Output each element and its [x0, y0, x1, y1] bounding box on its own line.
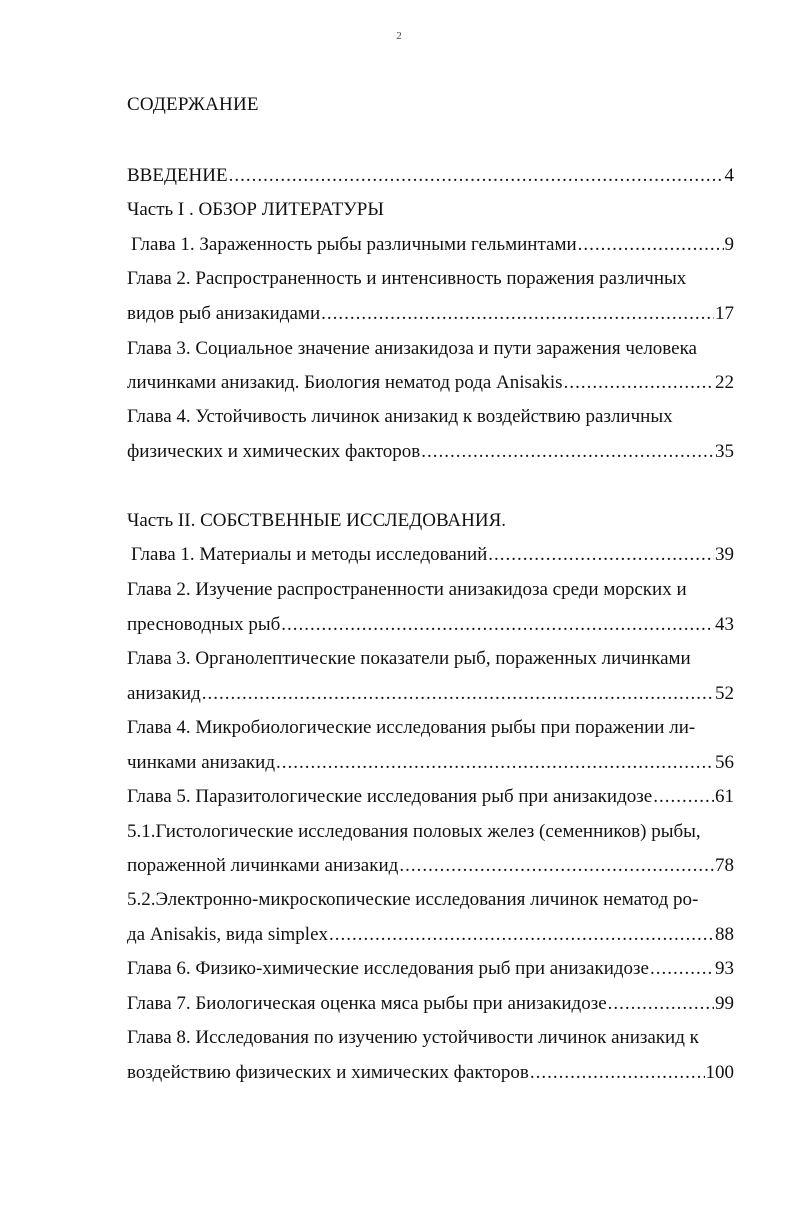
- toc-entry-text: Глава 7. Биологическая оценка мяса рыбы при анизакидозе: [127, 993, 607, 1014]
- toc-entry-page: 39: [715, 544, 734, 565]
- toc-leader-dots: [608, 992, 714, 1016]
- toc-entry-page: 88: [715, 924, 734, 945]
- toc-part-heading: Часть I . ОБЗОР ЛИТЕРАТУРЫ: [127, 199, 384, 220]
- page-number: 2: [396, 30, 402, 42]
- toc-entry-page: 22: [715, 372, 734, 393]
- toc-entry-page: 4: [724, 165, 734, 186]
- toc-entry-page: 78: [715, 855, 734, 876]
- toc-entry-page: 93: [715, 958, 734, 979]
- toc-entry-text-line: 5.1.Гистологические исследования половых желез (семенников) рыбы,: [127, 821, 701, 842]
- toc-entry-page: 9: [724, 234, 734, 255]
- toc-entry: [127, 923, 734, 947]
- toc-entry: [131, 543, 734, 567]
- toc-leader-dots: [329, 923, 714, 947]
- toc-entry-text-line: Глава 3. Социальное значение анизакидоза и пути заражения человека: [127, 338, 697, 359]
- toc-entry: [127, 751, 734, 775]
- toc-entry: [127, 613, 734, 637]
- toc-leader-dots: [578, 233, 724, 257]
- toc-entry: [127, 1061, 734, 1085]
- toc-entry-text: Глава 6. Физико-химические исследования рыб при анизакидозе: [127, 958, 649, 979]
- toc-leader-dots: [564, 371, 714, 395]
- toc-leader-dots: [650, 957, 714, 981]
- toc-entry: [131, 233, 734, 257]
- toc-leader-dots: [488, 543, 714, 567]
- toc-entry-text: видов рыб анизакидами: [127, 303, 321, 324]
- toc-entry-text: пресноводных рыб: [127, 614, 281, 635]
- toc-entry: [127, 440, 734, 464]
- toc-leader-dots: [281, 613, 714, 637]
- toc-leader-dots: [202, 682, 714, 706]
- toc-leader-dots: [229, 164, 724, 188]
- toc-entry-text: Глава 1. Зараженность рыбы различными гельминтами: [131, 234, 577, 255]
- toc-leader-dots: [530, 1061, 705, 1085]
- toc-entry-page: 56: [715, 752, 734, 773]
- toc-entry-text: пораженной личинками анизакид: [127, 855, 399, 876]
- toc-entry-text: анизакид: [127, 683, 201, 704]
- toc-entry: [127, 785, 734, 809]
- toc-leader-dots: [399, 854, 714, 878]
- toc-part-heading: Часть II. СОБСТВЕННЫЕ ИССЛЕДОВАНИЯ.: [127, 510, 507, 531]
- toc-leader-dots: [421, 440, 714, 464]
- toc-entry: [127, 957, 734, 981]
- toc-entry-introduction: [127, 164, 734, 188]
- toc-entry-text: Глава 1. Материалы и методы исследований: [131, 544, 488, 565]
- toc-entry-text: воздействию физических и химических факторов: [127, 1062, 529, 1083]
- toc-entry-text: личинками анизакид. Биология нематод рода Anisakis: [127, 372, 563, 393]
- toc-entry-text-line: Глава 8. Исследования по изучению устойчивости личинок анизакид к: [127, 1027, 699, 1048]
- toc-entry: [127, 302, 734, 326]
- toc-entry-text-line: Глава 2. Изучение распространенности анизакидоза среди морских и: [127, 579, 687, 600]
- toc-entry-page: 52: [715, 683, 734, 704]
- toc-entry-text-line: Глава 4. Устойчивость личинок анизакид к воздействию различных: [127, 406, 673, 427]
- toc-entry-page: 35: [715, 441, 734, 462]
- toc-entry-page: 17: [715, 303, 734, 324]
- toc-entry: [127, 854, 734, 878]
- toc-entry-text-line: Глава 2. Распространенность и интенсивность поражения различных: [127, 268, 687, 289]
- toc-entry-page: 61: [715, 786, 734, 807]
- toc-entry-page: 43: [715, 614, 734, 635]
- toc-entry-page: 100: [705, 1062, 734, 1083]
- toc-entry-text-line: 5.2.Электронно-микроскопические исследования личинок нематод ро-: [127, 889, 699, 910]
- toc-entry: [127, 371, 734, 395]
- toc-entry: [127, 682, 734, 706]
- toc-entry-text: физических и химических факторов: [127, 441, 421, 462]
- toc-leader-dots: [276, 751, 714, 775]
- toc-entry-text: Глава 5. Паразитологические исследования рыб при анизакидозе: [127, 786, 653, 807]
- page-title: СОДЕРЖАНИЕ: [127, 94, 259, 115]
- toc-entry-text-line: Глава 3. Органолептические показатели рыб, пораженных личинками: [127, 648, 691, 669]
- toc-entry-text-line: Глава 4. Микробиологические исследования рыбы при поражении ли-: [127, 717, 696, 738]
- toc-entry: [127, 992, 734, 1016]
- toc-entry-text: чинками анизакид: [127, 752, 275, 773]
- toc-leader-dots: [653, 785, 714, 809]
- toc-entry-text: да Anisakis, вида simplex: [127, 924, 329, 945]
- toc-entry-page: 99: [715, 993, 734, 1014]
- toc-entry-text: ВВЕДЕНИЕ: [127, 165, 228, 186]
- toc-leader-dots: [321, 302, 714, 326]
